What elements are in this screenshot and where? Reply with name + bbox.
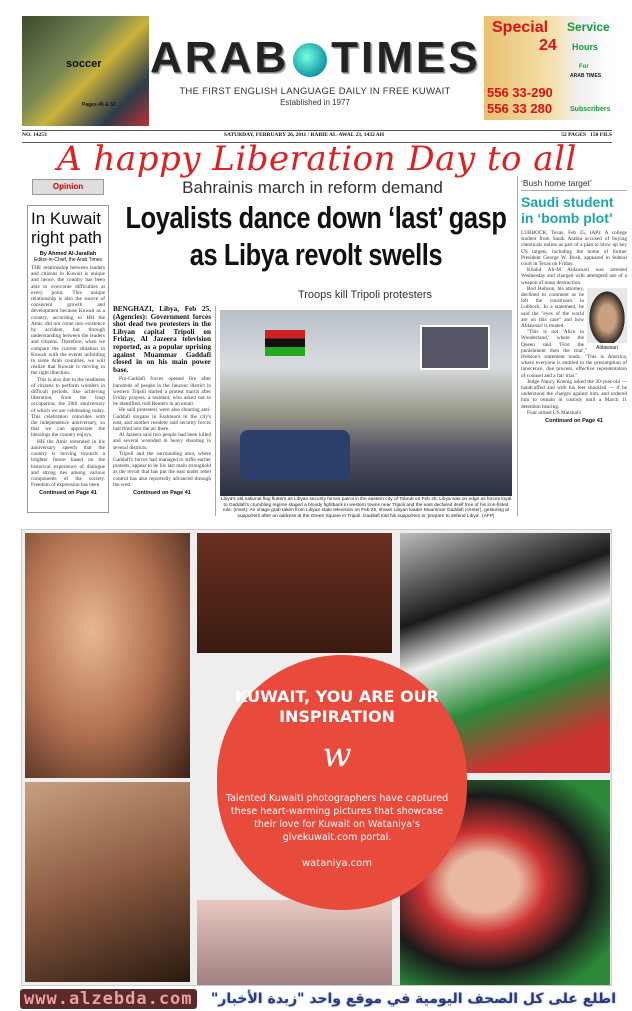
- ad-text: Talented Kuwaiti photographers have captured these heart-warming pictures that showcase their love for Kuwait on Wataniya's givekuwait.com portal.: [225, 793, 449, 843]
- lead-story[interactable]: [113, 306, 216, 516]
- paragraph: Khalid Ali-M Aldawsari was arrested Wednesday and charged with attempted use of a weapon of mass destruction.: [521, 267, 627, 286]
- child-face-photo: [25, 533, 190, 778]
- paragraph: HH the Amir reiterated in his anniversary speech that the country is moving towards a brighter future based on the historical experience of dialogue and strong ties among various components of the society. Freedom of expression has been: [31, 438, 105, 489]
- ad-for: For: [579, 64, 589, 70]
- ad-special: Special: [492, 19, 549, 36]
- lead-subhead: Troops kill Tripoli protesters: [297, 289, 433, 301]
- crowd-photo: [197, 533, 392, 653]
- side-story[interactable]: [517, 176, 630, 516]
- opinion-column[interactable]: [27, 205, 109, 513]
- paragraph: This is also due to the readiness of citizens to perform wonders in difficult periods, like achieving liberation, from the Iraqi occupation, the 20th anniversary of which we are celebrating today. This celebration coincides with the independence anniversary, so that we can appreciate the blessings the country enjoys.: [31, 376, 105, 439]
- side-kicker: ‘Bush home target’: [521, 178, 627, 191]
- lead-intro: BENGHAZI, Libya, Feb 25, (Agencies): Government forces shot dead two protesters in the Libyan capital Tripoli on Friday, Al Jazeera television reported, as a popular uprising against Muammar Gaddafi closed in on his main power base.: [113, 305, 211, 374]
- continued-link[interactable]: Continued on Page 41: [133, 490, 191, 496]
- author-role: Editor-in-Chief, the Arab Times: [33, 257, 103, 263]
- opinion-tag: Opinion: [32, 179, 104, 195]
- paragraph: Four armed US Marshal's: [527, 409, 582, 416]
- logo-right: TIMES: [331, 33, 481, 82]
- hand-painted-photo: [25, 782, 190, 982]
- promo-pages: Pages 49 & 52: [82, 102, 116, 108]
- paragraph: Pro-Gaddafi forces opened fire after hundreds of people in the Janzour district in western Tripoli started a protest march after Friday prayers, a resident, who asked not to be identified, told Reuters in an email.: [113, 376, 211, 408]
- paragraph: He said protesters were also shouting anti-Gaddafi slogans in Fashloum in the city's east, and another resident said security forces had fired into the air there.: [113, 407, 211, 432]
- ad-24: 24: [539, 37, 557, 54]
- established: Established in 1977: [280, 98, 350, 107]
- inset-photo: [420, 325, 490, 370]
- site-link[interactable]: www.alzebda.com: [20, 989, 197, 1009]
- continued-link[interactable]: Continued on Page 41: [545, 418, 603, 425]
- soccer-promo-image[interactable]: [22, 16, 149, 126]
- price: 150 FILS: [590, 132, 612, 138]
- byline: By Ahmed Al-Jarallah: [39, 251, 97, 257]
- aldawsari-photo: [587, 288, 627, 343]
- issue-date: SATURDAY, FEBRUARY 26, 2011 / RABIE AL-AWAL 23, 1432 AH: [223, 132, 385, 138]
- masthead-logo: [150, 34, 480, 82]
- tagline: THE FIRST ENGLISH LANGUAGE DAILY IN FREE KUWAIT: [179, 86, 451, 97]
- footer-banner[interactable]: [0, 986, 632, 1011]
- paragraph: Tripoli and the surrounding area, where Gaddafi's forces had managed to stifle earlier protests, appear to be his last main stronghold as the revolt that has put the east under rebel control has also reportedly advanced through the west.: [113, 450, 211, 488]
- libya-photo[interactable]: [220, 310, 512, 496]
- liberation-banner: A happy Liberation Day to all: [57, 139, 577, 179]
- wataniya-logo-icon: w: [322, 735, 352, 775]
- lead-headline[interactable]: Loyalists dance down ‘last’ gasp as Libya revolt swells: [125, 200, 507, 272]
- photo-caption: Aldawsari: [596, 344, 618, 351]
- promo-label: soccer: [66, 58, 102, 70]
- page-count: 52 PAGES: [561, 132, 586, 138]
- ad-brand: ARAB TIMES: [570, 73, 602, 79]
- logo-left: ARAB: [150, 33, 290, 82]
- paragraph: Rod Hobson, his attorney, declined to comment as he left the courtroom in Lubbock. In a statement, he said the "eyes of the world are on this case" and how Aldawsari is treated.: [521, 285, 584, 330]
- flag: [265, 330, 305, 356]
- globe-icon: [293, 43, 327, 77]
- footer-arabic-text: اطلع على كل الصحف اليومية في موقع واحد "زبدة الأخبار": [210, 990, 616, 1007]
- ad-phone-2: 556 33 280: [487, 101, 553, 116]
- continued-link[interactable]: Continued on Page 41: [39, 490, 97, 497]
- paragraph: Judge Nancy Koenig asked the 20-year-old — handcuffed and with his feet shackled — if he understood the charges against him, and ordered him to remain in custody until a March 11 detention hearing.: [521, 378, 627, 410]
- lead-kicker[interactable]: Bahrainis march in reform demand: [182, 178, 443, 197]
- opinion-title: In Kuwait right path: [31, 209, 102, 247]
- photo-caption: Libya's old national flag flutters as Libyan security forces patrol in the eastern city of Tobruk on Feb 25. Libya was on edge as forces loyal to Gaddafi's crumbling regime staged a bloody fightback in western towns near Tripoli and the east declared itself free of his iron-fisted rule. (Inset): An image grab taken from Libyan state television on Feb 25, shows Libyan leader Muammar Gaddafi (center), gesturing at supporters after an address at the Green Square in Tripoli. Gaddafi told his supporters to 'prepare to defend Libya'. (AFP): [220, 497, 512, 519]
- issue-number: NO. 14253: [22, 132, 47, 138]
- ad-subscribers: Subscribers: [570, 106, 611, 113]
- paragraph: LUBBOCK, Texas, Feb 25, (AP): A college student from Saudi Arabia accused of buying chemicals online as part of a plan to blow up key US targets, including the home of former President George W. Bush, appeared in federal court in Texas on Friday.: [521, 230, 627, 268]
- service-ad[interactable]: [484, 16, 612, 120]
- side-headline[interactable]: Saudi student in ‘bomb plot’: [521, 194, 614, 226]
- pins-photo: [197, 900, 392, 985]
- paragraph: Al Jazeera said two people had been killed and several wounded in heavy shooting in several districts.: [113, 432, 211, 451]
- wataniya-ad[interactable]: [21, 529, 612, 986]
- paragraph: THE relationship between leaders and citizens in Kuwait is unique and hence, the country has been able to overcome difficulties at every point. This unique relationship is also the source of consistent growth and development because Kuwait as a country, according to HH the Amir, did not come into existence by accident, but through understanding between the leaders and citizens. Therefore, when we compare the current situation in Kuwait with the events unfolding in some Arab countries, we will realize that Kuwait is moving in the right direction.: [31, 265, 105, 377]
- paragraph: "This is not 'Alice in Wonderland,' where the Queen said 'First the punishment then the trial'," Hobson's statement reads. "This is America, where everyone is entitled to the presumption of innocence, due process, effective representation of counsel and a fair trial.": [521, 329, 627, 379]
- divider: [22, 130, 612, 131]
- ad-url[interactable]: wataniya.com: [301, 858, 373, 869]
- ad-headline: KUWAIT, YOU ARE OUR INSPIRATION: [235, 687, 439, 726]
- ad-service: Service: [567, 20, 610, 34]
- vehicle: [240, 430, 350, 480]
- ad-hours: Hours: [572, 42, 599, 52]
- ad-phone-1: 556 33-290: [487, 85, 553, 100]
